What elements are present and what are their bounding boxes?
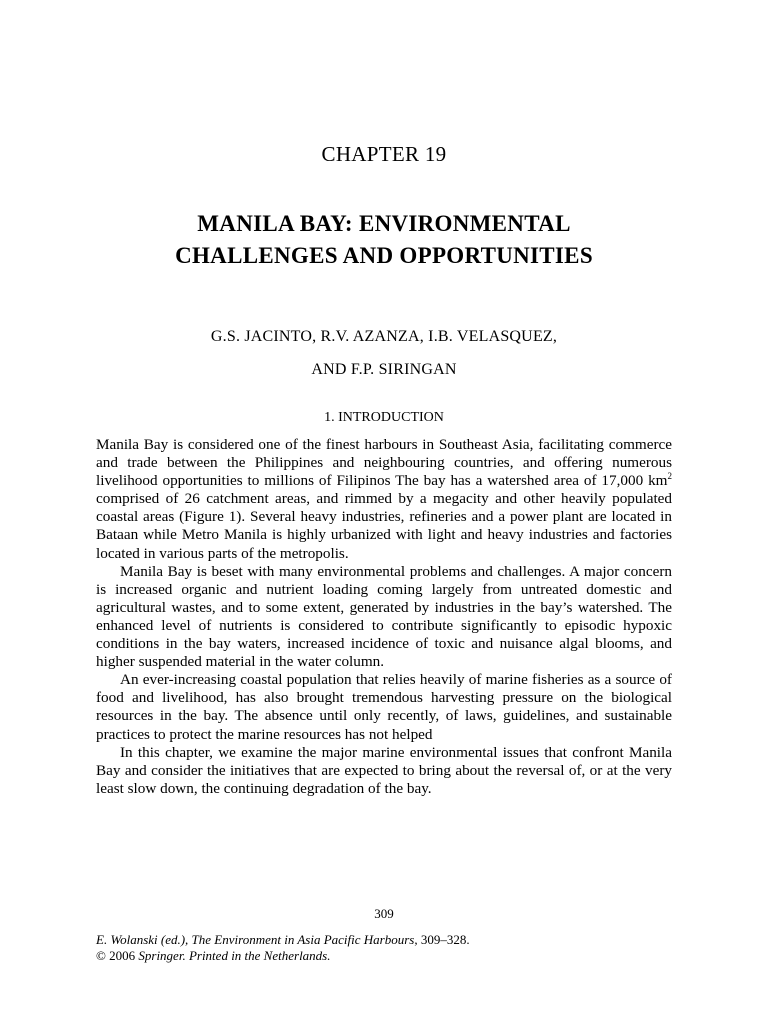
section-heading: 1. INTRODUCTION xyxy=(324,410,444,425)
page-number: 309 xyxy=(374,906,394,921)
paragraph-1 xyxy=(96,436,672,563)
author-line-1: G.S. JACINTO, R.V. AZANZA, I.B. VELASQUEZ, xyxy=(210,328,558,345)
chapter-title xyxy=(0,208,768,272)
chapter-title-line-1: MANILA BAY: ENVIRONMENTAL xyxy=(197,211,571,236)
citation-copyright: © 2006 xyxy=(96,948,139,963)
paragraph-1-text-b: comprised of 26 catchment areas, and rimmed by a megacity and other heavily populated coastal areas (Figure 1). Several heavy industries, refineries and a power plant are located in Bataan while Metro Manila is highly urbanized with light and heavy industries and factories located in various parts of the metropolis. xyxy=(96,490,672,562)
citation-line-1 xyxy=(96,932,672,948)
body-text xyxy=(96,436,672,798)
paragraph-2: Manila Bay is beset with many environmental problems and challenges. A major concern is increased organic and nutrient loading coming largely from untreated domestic and agricultural wastes, and to some extent, generated by industries in the bay’s watershed. The enhanced level of nutrients is considered to contribute significantly to episodic hypoxic conditions in the bay waters, increased incidence of toxic and nuisance algal blooms, and higher suspended material in the water column. xyxy=(96,562,672,671)
author-line-2: AND F.P. SIRINGAN xyxy=(311,361,457,378)
superscript-2: 2 xyxy=(667,471,672,482)
citation-publisher: Springer. Printed in the Netherlands. xyxy=(138,948,331,963)
chapter-label: CHAPTER 19 xyxy=(321,142,447,166)
paragraph-3: An ever-increasing coastal population that relies heavily of marine fisheries as a source of food and livelihood, has also brought tremendous harvesting pressure on the biological resources in the bay. The absence until only recently, of laws, guidelines, and sustainable practices to protect the marine resources has not helped xyxy=(96,671,672,743)
author-list xyxy=(0,320,768,386)
paragraph-4: In this chapter, we examine the major marine environmental issues that confront Manila Bay and consider the initiatives that are expected to bring about the reversal of, or at the very least slow down, the continuing degradation of the bay. xyxy=(96,743,672,797)
citation-line-2 xyxy=(96,948,672,964)
citation-footer xyxy=(96,932,672,964)
citation-editor-title: E. Wolanski (ed.), The Environment in Asia Pacific Harbours xyxy=(96,932,415,947)
citation-pages: , 309–328. xyxy=(414,932,470,947)
paragraph-1-text-a: Manila Bay is considered one of the finest harbours in Southeast Asia, facilitating commerce and trade between the Philippines and neighbouring countries, and offering numerous livelihood opportunities to millions of Filipinos The bay has a watershed area of 17,000 km xyxy=(96,436,672,490)
chapter-title-line-2: CHALLENGES AND OPPORTUNITIES xyxy=(175,243,593,268)
